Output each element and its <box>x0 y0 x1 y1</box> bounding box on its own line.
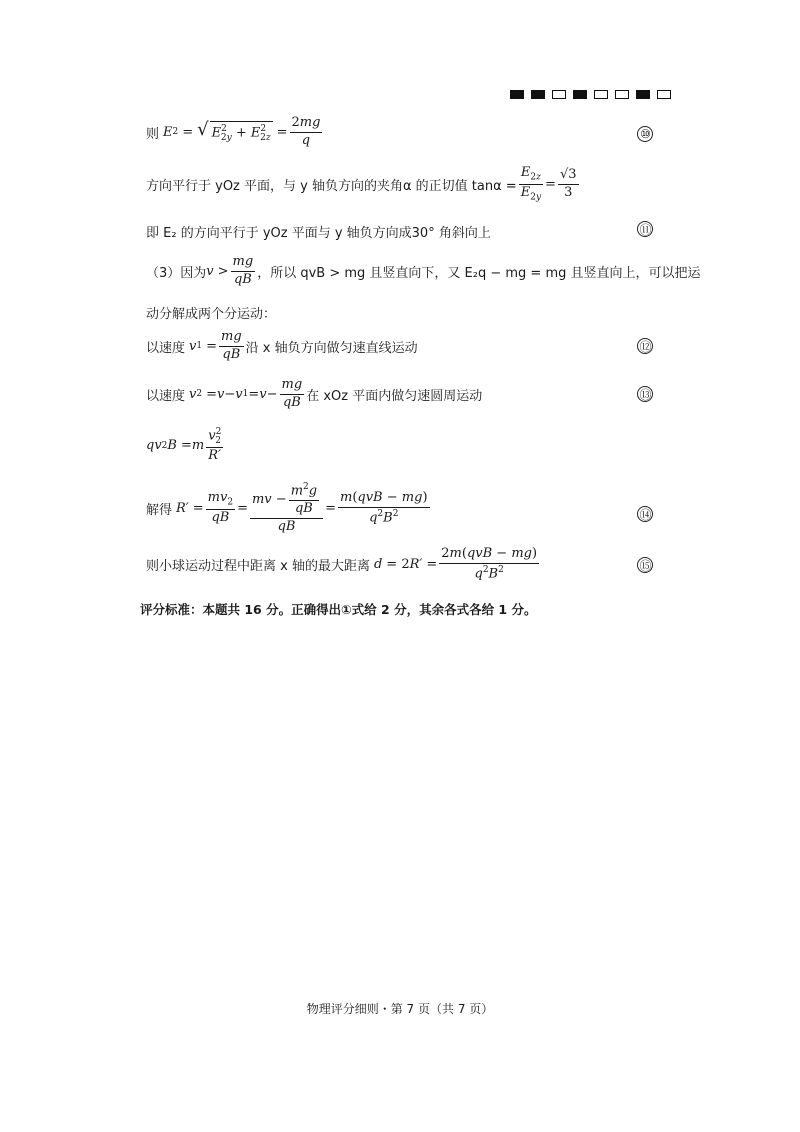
direction-line: 方向平行于 yOz 平面，与 y 轴负方向的夹角α 的正切值 tanα = $\frac{E_{2z}}{E_{2y}}$ = $\frac{√3}{3}$ <box>146 165 577 203</box>
text: 以速度 <box>146 388 186 404</box>
equation-number: ⑮ <box>637 557 653 573</box>
mark-box <box>552 90 566 99</box>
text: ，所以 qvB > mg 且竖直向下，又 E₂q − mg = mg 且竖直向上，可以把运 <box>257 265 701 281</box>
decompose-line <box>146 303 276 322</box>
part-3-line: （3）因为 v > $\frac{mg}{qB}$ ，所以 qvB > mg 且竖直向下，又 E₂q − mg = mg 且竖直向上，可以把运 <box>146 254 701 287</box>
equation-12: 以速度 v 1 = $\frac{mg}{qB}$ 沿 x 轴负方向做匀速直线运动 <box>146 329 418 362</box>
equation-13: 以速度 v 2 = v − v 1 = v − $\frac{mg}{qB}$ 在 xOz 平面内做匀速圆周运动 <box>146 377 483 410</box>
page-footer: 物理评分细则・第 7 页（共 7 页） <box>306 1002 494 1016</box>
equation-14: 解得 R′ = $\frac{mv_2}{qB}$ = mv − $\frac{m^2g}{qB}$ qB = $\frac{\text{m(qvB − mg)}}{q^2B^2}$ <box>146 482 428 535</box>
text: 即 E₂ 的方向平行于 yOz 平面与 y 轴负方向成30° 角斜向上 <box>146 226 491 241</box>
equation-number: ⑭ <box>637 506 653 522</box>
mark-box <box>615 90 629 99</box>
force-equation: qv 2 B = m $\frac{v^2_2}{R'}$ <box>146 427 222 464</box>
equation-number: ⑪ <box>637 221 653 237</box>
mark-box <box>531 90 545 99</box>
text: 沿 x 轴负方向做匀速直线运动 <box>245 340 418 356</box>
text: 则 <box>146 126 160 142</box>
text: 解得 <box>146 503 173 519</box>
text: 以速度 <box>146 340 186 356</box>
equation-number: ⑩ <box>637 126 653 142</box>
equation-number: ⑫ <box>637 338 653 354</box>
answer-sheet-marks <box>510 90 671 99</box>
mark-box <box>657 90 671 99</box>
text: 在 xOz 平面内做匀速圆周运动 <box>306 388 483 404</box>
direction-conclusion <box>146 222 491 241</box>
mark-box <box>636 90 650 99</box>
equation-15: 则小球运动过程中距离 x 轴的最大距离 d = 2 R′ = $\frac{\text{2m(qvB − mg)}}{q^2B^2}$ <box>146 546 538 582</box>
text: 动分解成两个分运动： <box>146 307 277 322</box>
equation-10: 则 E 2 = √ $E^2_{2y} + E^2_{2z}$ = $\frac{2mg}{q}$ <box>146 115 321 148</box>
mark-box <box>510 90 524 99</box>
mark-box <box>594 90 608 99</box>
equation-number: ⑬ <box>637 386 653 402</box>
text: 则小球运动过程中距离 x 轴的最大距离 <box>146 559 370 575</box>
text: （3）因为 <box>146 265 207 281</box>
scoring-standard: 评分标准：本题共 16 分。正确得出①式给 2 分，其余各式各给 1 分。 <box>140 602 537 617</box>
mark-box <box>573 90 587 99</box>
text: 方向平行于 yOz 平面，与 y 轴负方向的夹角α 的正切值 tanα = <box>146 178 517 194</box>
